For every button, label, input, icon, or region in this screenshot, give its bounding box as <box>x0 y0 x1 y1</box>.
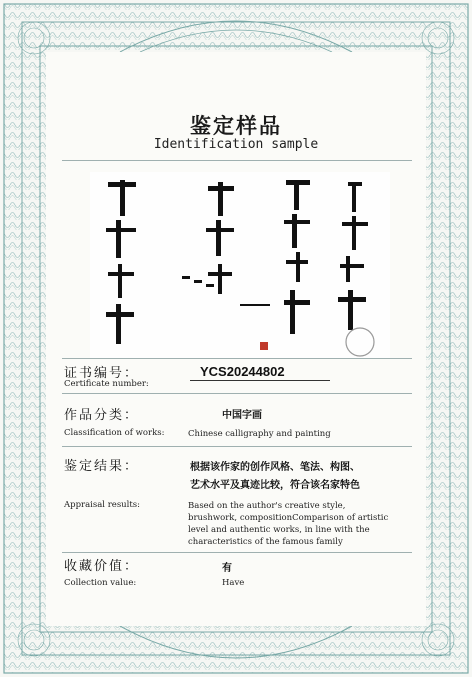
collection-label-cn: 收藏价值： <box>64 559 140 574</box>
appraisal-label-cn: 鉴定结果： <box>64 459 140 474</box>
certificate-underline <box>190 380 330 381</box>
appraisal-value-cn-line2: 艺术水平及真迹比较，符合该名家特色 <box>190 480 360 491</box>
appraisal-value-cn-line1: 根据该作家的创作风格、笔法、构图、 <box>190 462 360 473</box>
classification-label-cn: 作品分类： <box>64 408 140 423</box>
certificate-label-cn: 证书编号： <box>64 366 140 381</box>
classification-value-cn: 中国字画 <box>222 410 262 421</box>
appraisal-value-en-line2: brushwork, compositionComparison of artistic <box>188 513 389 523</box>
classification-value-en: Chinese calligraphy and painting <box>188 429 331 439</box>
seal-stamp <box>346 328 374 356</box>
divider-artwork <box>62 358 412 359</box>
collection-label-en: Collection value: <box>64 578 137 588</box>
divider-1 <box>62 393 412 394</box>
certificate-label-en: Certificate number: <box>64 379 149 389</box>
appraisal-label-en: Appraisal results: <box>64 500 141 510</box>
calligraphy-artwork <box>90 172 390 358</box>
red-seal <box>260 342 268 350</box>
appraisal-value-en-line3: level and authentic works, in line with the <box>188 525 370 535</box>
title-chinese: 鉴定样品 <box>190 114 282 138</box>
classification-label-en: Classification of works: <box>64 428 165 438</box>
divider-2 <box>62 446 412 447</box>
divider-top <box>62 160 412 161</box>
collection-value-en: Have <box>222 578 245 588</box>
title-english: Identification sample <box>153 137 319 152</box>
collection-value-cn: 有 <box>222 563 232 574</box>
certificate-number: YCS20244802 <box>200 364 285 379</box>
appraisal-value-en-line4: characteristics of the famous family <box>188 537 343 547</box>
calligraphy-image <box>90 172 390 358</box>
appraisal-value-en-line1: Based on the author's creative style, <box>188 501 346 511</box>
divider-3 <box>62 552 412 553</box>
